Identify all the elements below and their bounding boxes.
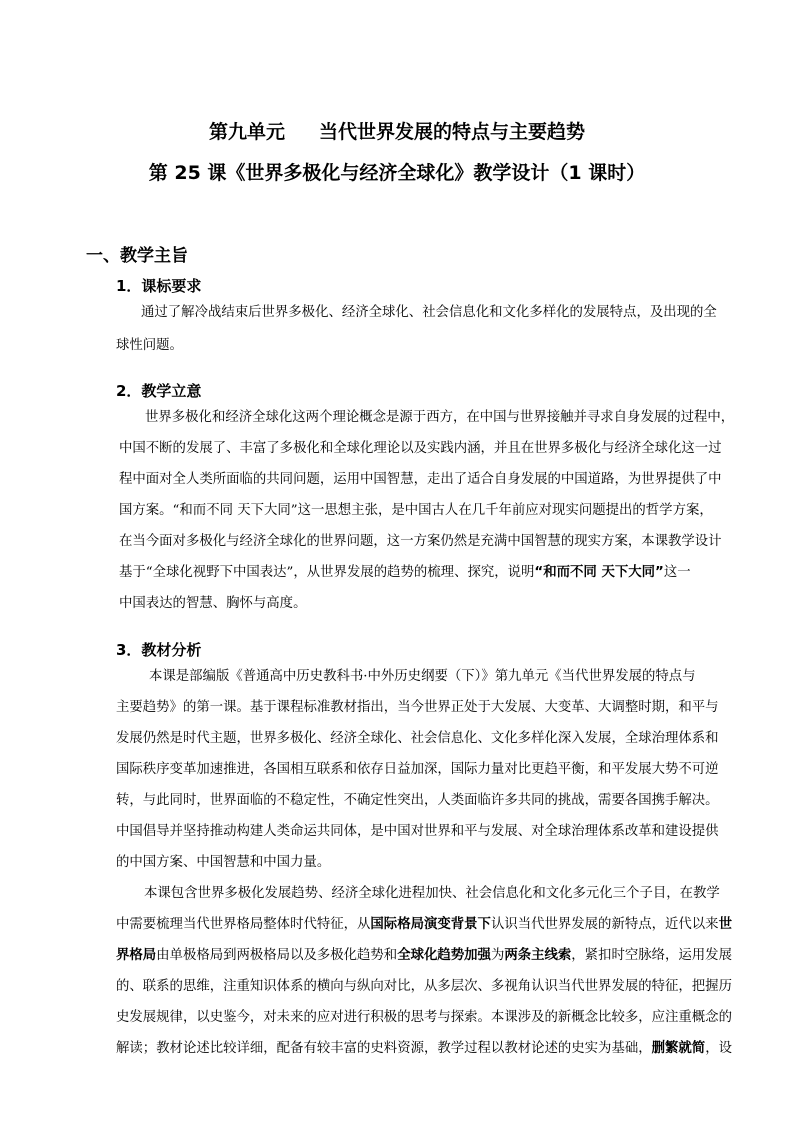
emphasis-text: 界格局 — [116, 948, 157, 963]
emphasis-text: 国际格局演变背景下 — [370, 917, 491, 932]
text-line: 在当今面对多极化与经济全球化的世界问题，这一方案仍然是充满中国智慧的现实方案，本课教学设计 — [119, 534, 722, 549]
text-line: 的、联系的思维，注重知识体系的横向与纵向对比，从多层次、多视角认识当代世界发展的特征，把握历 — [116, 979, 732, 994]
text-line: 的中国方案、中国智慧和中国力量。 — [116, 855, 331, 870]
text-line: 史发展规律，以史鉴今，对未来的应对进行积极的思考与探索。本课涉及的新概念比较多，应注重概念的 — [116, 1010, 732, 1025]
text-line: 中国倡导并坚持推动构建人类命运共同体，是中国对世界和平与发展、对全球治理体系改革和建设提供 — [116, 824, 719, 839]
text-run: ，设 — [705, 1041, 732, 1056]
emphasis-text: 全球化趋势加强 — [397, 948, 491, 963]
text-run: 为 — [490, 948, 505, 963]
text-line: 主要趋势》的第一课。基于课程标准教材指出，当今世界正处于大发展、大变革、大调整时期，和平与 — [116, 700, 719, 715]
text-run: 由单极格局到两极格局以及多极化趋势和 — [156, 948, 398, 963]
text-line: 通过了解冷战结束后世界多极化、经济全球化、社会信息化和文化多样化的发展特点，及出现的全 — [141, 305, 717, 320]
text-line: 本课包含世界多极化发展趋势、经济全球化进程加快、社会信息化和文化多元化三个子目，在教学 — [144, 886, 720, 901]
text-line: 中国不断的发展了、丰富了多极化和全球化理论以及实践内涵，并且在世界多极化与经济全球化这一过 — [119, 441, 722, 456]
text-run: 认识当代世界发展的新特点，近代以来 — [490, 917, 719, 932]
section-heading-teaching-purpose: 一、教学主旨 — [86, 246, 188, 266]
unit-title — [0, 120, 794, 144]
subheading-textbook-analysis: 3．教材分析 — [116, 641, 202, 659]
text-line — [119, 563, 691, 583]
emphasis-text: 删繁就简 — [651, 1041, 706, 1056]
lesson-title: 第 25 课《世界多极化与经济全球化》教学设计（1 课时） — [148, 162, 646, 184]
text-line: 国际秩序变革加速推进，各国相互联系和依存日益加深，国际力量对比更趋平衡，和平发展大势不可逆 — [116, 762, 719, 777]
text-line — [116, 915, 732, 935]
text-run: ，紧扣时空脉络，运用发展 — [571, 948, 732, 963]
text-run: 中需要梳理当代世界格局整体时代特征，从 — [116, 917, 371, 932]
unit-name: 当代世界发展的特点与主要趋势 — [319, 121, 586, 143]
subheading-curriculum-requirements: 1．课标要求 — [116, 277, 202, 295]
subheading-teaching-intent: 2．教学立意 — [116, 382, 202, 400]
text-line: 转，与此同时，世界面临的不稳定性，不确定性突出，人类面临许多共同的挑战，需要各国携手解决。 — [116, 793, 719, 808]
text-line: 中国表达的智慧、胸怀与高度。 — [119, 596, 307, 611]
text-run: 解读；教材论述比较详细，配备有较丰富的史料资源，教学过程以教材论述的史实为基础， — [116, 1041, 652, 1056]
text-run: 基于“全球化视野下中国表达”，从世界发展的趋势的梳理、探究，说明 — [119, 565, 535, 580]
text-line: 本课是部编版《普通高中历史教科书·中外历史纲要（下）》第九单元《当代世界发展的特点与 — [149, 669, 696, 684]
text-line: 发展仍然是时代主题，世界多极化、经济全球化、社会信息化、文化多样化深入发展，全球治理体系和 — [116, 731, 719, 746]
text-line — [116, 946, 732, 966]
emphasis-text: 世 — [718, 917, 732, 932]
text-line: 球性问题。 — [116, 338, 183, 353]
unit-number: 第九单元 — [208, 121, 285, 143]
text-line: 国方案。“和而不同 天下大同”这一思想主张，是中国古人在几千年前应对现实问题提出的哲学方案， — [119, 503, 713, 518]
text-run: 这一 — [663, 565, 691, 580]
text-line: 世界多极化和经济全球化这两个理论概念是源于西方，在中国与世界接触并寻求自身发展的过程中， — [145, 410, 735, 425]
emphasis-text: 两条主线索 — [504, 948, 572, 963]
emphasis-text: “和而不同 天下大同” — [534, 565, 664, 580]
text-line: 程中面对全人类所面临的共同问题，运用中国智慧，走出了适合自身发展的中国道路，为世界提供了中 — [119, 472, 722, 487]
text-line — [116, 1039, 732, 1059]
